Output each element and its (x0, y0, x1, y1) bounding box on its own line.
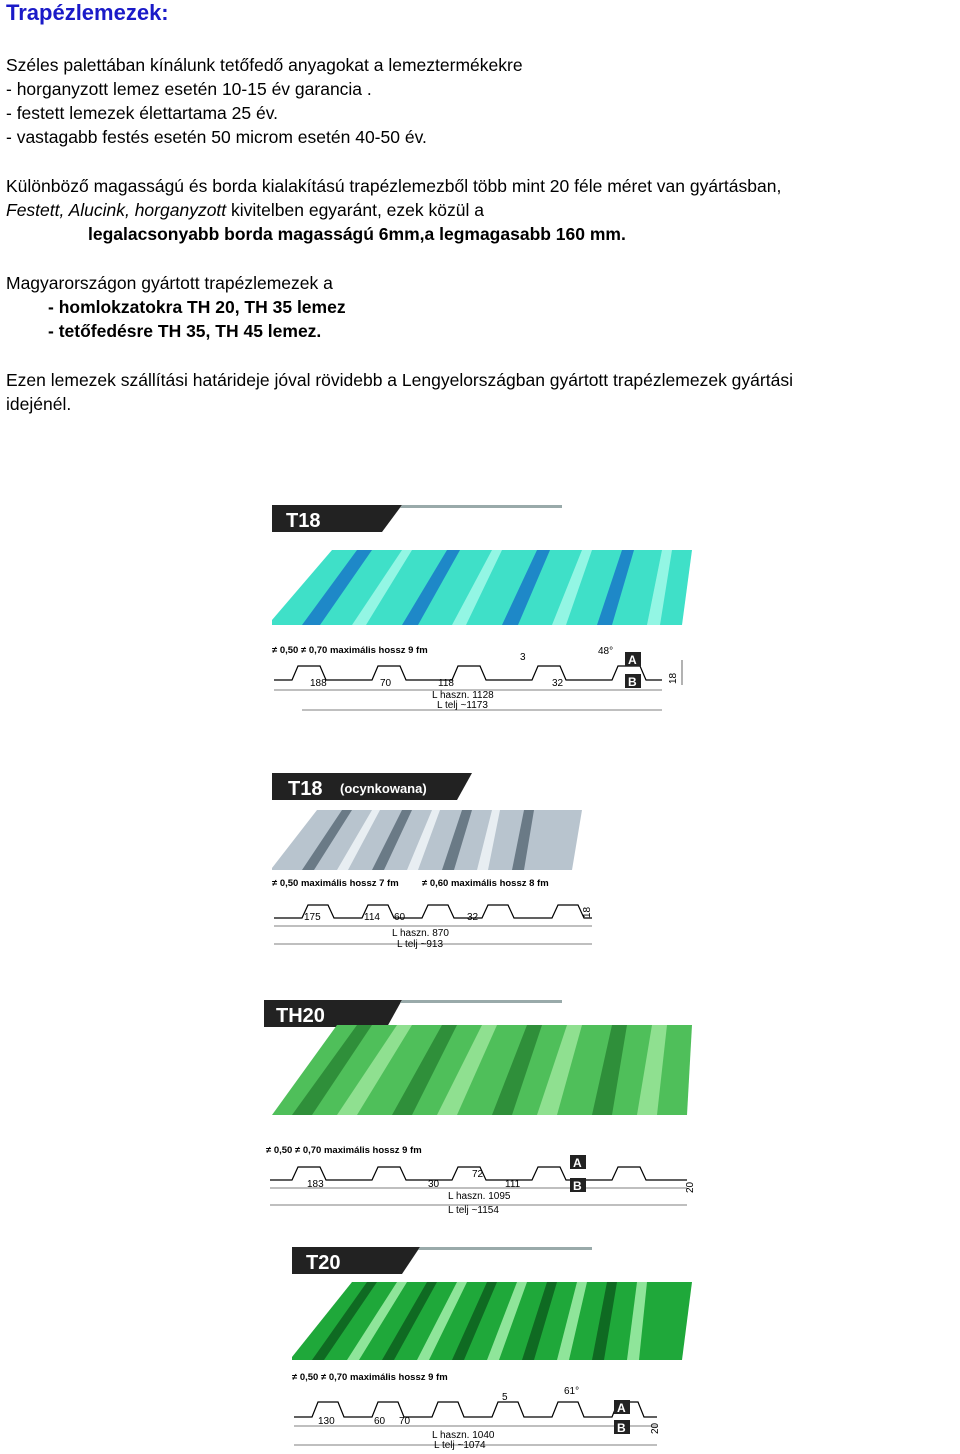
dim-rib: 111 (505, 1179, 521, 1190)
dim-angle: 61° (564, 1386, 580, 1397)
dim-total-length: L telj ~913 (397, 939, 444, 950)
dim-top: 70 (380, 678, 392, 689)
dim-total-length: L telj ~1173 (437, 700, 488, 711)
product-t20-figure (262, 1242, 702, 1452)
profile-line (274, 905, 592, 918)
product-name: T18 (288, 778, 323, 800)
label-b: B (617, 1421, 626, 1435)
dim-pitch: 188 (310, 678, 327, 689)
dim-rib: 32 (552, 678, 564, 689)
dim-bottom: 30 (428, 1179, 440, 1190)
dim-pitch: 130 (318, 1416, 335, 1427)
product-name: T18 (286, 510, 321, 532)
product-th20-figure (262, 995, 702, 1220)
sheet-illustration (292, 1282, 692, 1360)
dim-usable-length: L haszn. 1040 (432, 1430, 495, 1441)
dim-usable-length: L haszn. 870 (392, 928, 449, 939)
dim-height: 18 (582, 906, 593, 918)
dim-rib: 32 (467, 912, 479, 923)
spec-text-1: ≠ 0,50 maximális hossz 7 fm (272, 878, 399, 889)
dim-height: 20 (650, 1422, 661, 1434)
para3-line-3: - tetőfedésre TH 35, TH 45 lemez. (48, 321, 322, 341)
dim-usable-length: L haszn. 1128 (432, 690, 494, 701)
spec-text: ≠ 0,50 ≠ 0,70 maximális hossz 9 fm (266, 1145, 422, 1156)
para3-line-2: - homlokzatokra TH 20, TH 35 lemez (48, 297, 346, 317)
dim-pitch: 175 (304, 912, 321, 923)
intro-line-4: - vastagabb festés esetén 50 microm esetén 40-50 év. (6, 127, 427, 147)
sheet-illustration (272, 810, 582, 870)
product-t18-figure (262, 500, 702, 715)
dim-pitch: 183 (307, 1179, 324, 1190)
dim-top: 60 (394, 912, 406, 923)
para2-line-2 (6, 198, 484, 222)
sheet-illustration (272, 550, 692, 625)
dim-total-length: L telj ~1154 (448, 1205, 499, 1216)
label-a: A (573, 1156, 582, 1170)
label-a: A (617, 1401, 626, 1415)
dim-radius: 3 (520, 652, 526, 663)
profile-line (294, 1402, 657, 1417)
dim-bottom: 114 (364, 912, 380, 923)
dim-radius: 5 (502, 1392, 508, 1403)
para3-line-1: Magyarországon gyártott trapézlemezek a (6, 273, 333, 293)
profile-line (274, 666, 662, 680)
finish-types: Festett, Alucink, horganyzott (6, 200, 227, 220)
dim-top: 60 (374, 1416, 386, 1427)
para2-line-2-rest: kivitelben egyaránt, ezek közül a (226, 200, 484, 220)
product-t18-galvanized-figure (262, 768, 702, 953)
sheet-illustration (272, 1025, 692, 1115)
dim-height: 20 (685, 1181, 696, 1193)
label-a: A (628, 653, 637, 667)
label-b: B (573, 1179, 582, 1193)
dim-angle: 48° (598, 646, 614, 657)
para2-line-1: Különböző magasságú és borda kialakítású trapézlemezből több mint 20 féle méret van gyártásban, (6, 176, 782, 196)
product-name: T20 (306, 1252, 341, 1274)
para4-line-1: Ezen lemezek szállítási határideje jóval rövidebb a Lengyelországban gyártott trapézlemezek gyártási (6, 370, 793, 390)
dim-bottom: 70 (399, 1416, 411, 1427)
product-subtitle: (ocynkowana) (340, 781, 427, 796)
product-name: TH20 (276, 1005, 325, 1027)
intro-line-3: - festett lemezek élettartama 25 év. (6, 103, 279, 123)
spec-text: ≠ 0,50 ≠ 0,70 maximális hossz 9 fm (292, 1372, 448, 1383)
label-b: B (628, 675, 637, 689)
dim-height: 18 (668, 672, 679, 684)
intro-line-1: Széles palettában kínálunk tetőfedő anyagokat a lemeztermékekre (6, 55, 523, 75)
dim-total-length: L telj ~1074 (434, 1440, 486, 1451)
intro-line-2: - horganyzott lemez esetén 10-15 év garancia . (6, 79, 372, 99)
para4-line-2: idejénél. (6, 394, 72, 414)
dim-bottom: 118 (438, 678, 454, 689)
dim-usable-length: L haszn. 1095 (448, 1191, 511, 1202)
spec-text: ≠ 0,50 ≠ 0,70 maximális hossz 9 fm (272, 645, 428, 656)
spec-text-2: ≠ 0,60 maximális hossz 8 fm (422, 878, 549, 889)
page-title: Trapézlemezek: (6, 0, 169, 25)
para2-line-3: legalacsonyabb borda magasságú 6mm,a legmagasabb 160 mm. (88, 224, 626, 244)
dim-top: 72 (472, 1169, 484, 1180)
